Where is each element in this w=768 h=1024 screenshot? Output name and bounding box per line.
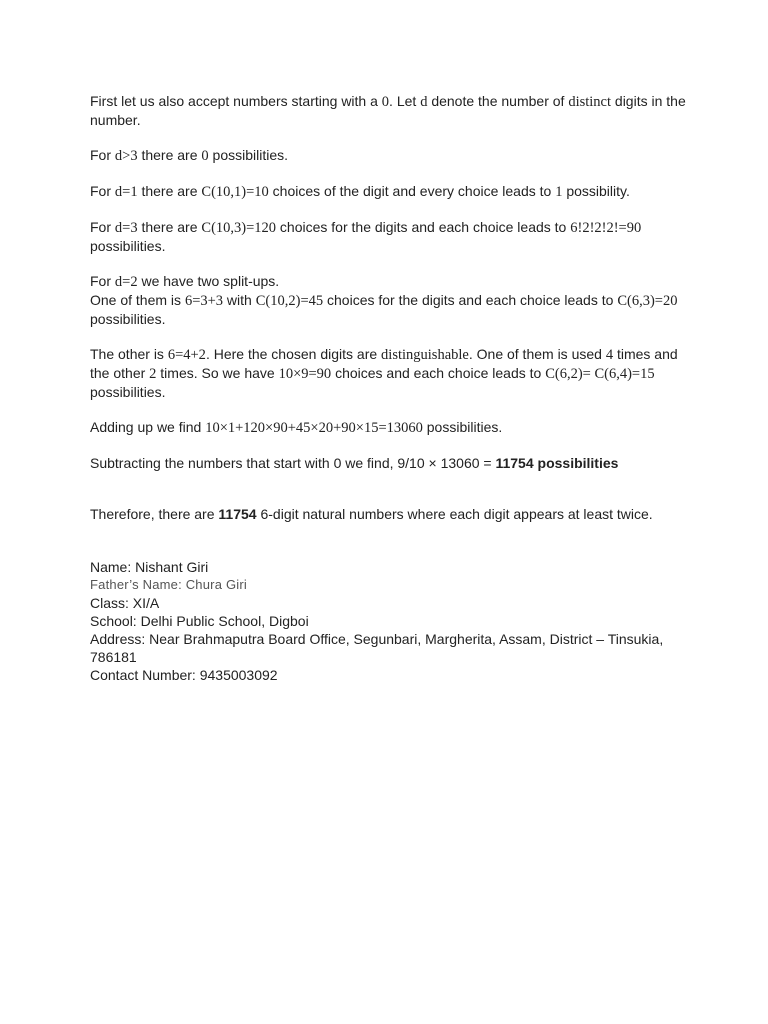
paragraph-d-equals-1 bbox=[90, 182, 690, 201]
math-run: 10×9=90 bbox=[278, 366, 332, 382]
math-run: C(10,2)=45 bbox=[255, 293, 324, 309]
math-run: C(6,2)= C(6,4)=15 bbox=[545, 366, 655, 382]
math-run: 6=4+2 bbox=[167, 347, 206, 363]
text-run: . One of them is used bbox=[468, 346, 606, 362]
math-run: 1 bbox=[555, 184, 563, 200]
math-run: d=2 bbox=[114, 274, 138, 290]
math-run: 6!2!2!2!=90 bbox=[570, 220, 642, 236]
text-run: Adding up we find bbox=[90, 419, 206, 435]
student-name: Name: Nishant Giri bbox=[90, 559, 209, 575]
text-run: possibility. bbox=[562, 183, 630, 199]
math-run: 6=3+3 bbox=[184, 293, 224, 309]
math-run: C(6,3)=20 bbox=[617, 293, 678, 309]
math-run: 0 bbox=[201, 148, 209, 164]
math-run: C(10,3)=120 bbox=[201, 220, 277, 236]
text-run: choices and each choice leads to bbox=[331, 365, 546, 381]
father-name: Father’s Name: Chura Giri bbox=[90, 577, 247, 592]
paragraph-other-split bbox=[90, 345, 690, 401]
text-run: For bbox=[90, 147, 115, 163]
text-run: choices for the digits and each choice leads to bbox=[276, 219, 571, 235]
text-run: times. So we have bbox=[156, 365, 279, 381]
paragraph-subtract bbox=[90, 454, 690, 472]
text-run: times and the other bbox=[90, 346, 678, 381]
text-run: The other is bbox=[90, 346, 168, 362]
math-run: distinguishable bbox=[381, 347, 469, 363]
text-run: with bbox=[223, 292, 256, 308]
text-run: choices for the digits and each choice leads to bbox=[323, 292, 618, 308]
paragraph-conclusion bbox=[90, 505, 690, 523]
math-run: d bbox=[420, 94, 428, 110]
student-class: Class: XI/A bbox=[90, 595, 160, 611]
paragraph-intro bbox=[90, 92, 690, 129]
math-run: distinct bbox=[568, 94, 612, 110]
math-run: 2 bbox=[149, 366, 157, 382]
text-run: denote the number of bbox=[427, 93, 569, 109]
text-run: possibilities. bbox=[422, 419, 503, 435]
student-address: Address: Near Brahmaputra Board Office, Segunbari, Margherita, Assam, District – Tinsukia, 786181 bbox=[90, 631, 664, 665]
bold-run: 11754 bbox=[218, 506, 257, 522]
text-run: First let us also accept numbers starting with a bbox=[90, 93, 382, 109]
math-run: d=1 bbox=[114, 184, 138, 200]
paragraph-d-equals-2 bbox=[90, 272, 690, 328]
text-run: possibilities. bbox=[90, 311, 166, 327]
text-run: we have two split-ups. bbox=[137, 273, 280, 289]
student-details bbox=[90, 558, 690, 684]
text-run: there are bbox=[137, 183, 202, 199]
text-run: choices of the digit and every choice leads to bbox=[268, 183, 556, 199]
text-run: Subtracting the numbers that start with 0 we find, 9/10 × 13060 = bbox=[90, 455, 496, 471]
text-run: For bbox=[90, 183, 115, 199]
math-run: 0 bbox=[381, 94, 390, 110]
math-run: d>3 bbox=[114, 148, 138, 164]
text-run: there are bbox=[137, 147, 202, 163]
text-run: possibilities. bbox=[90, 384, 166, 400]
paragraph-d-equals-3 bbox=[90, 218, 690, 255]
document-body bbox=[90, 92, 690, 684]
math-run: C(10,1)=10 bbox=[201, 184, 269, 200]
text-run: 6-digit natural numbers where each digit appears at least twice. bbox=[256, 506, 653, 522]
text-run: For bbox=[90, 219, 115, 235]
text-run: possibilities. bbox=[208, 147, 289, 163]
text-run: there are bbox=[137, 219, 202, 235]
text-run: One of them is bbox=[90, 292, 185, 308]
math-run: 4 bbox=[605, 347, 614, 363]
student-school: School: Delhi Public School, Digboi bbox=[90, 613, 309, 629]
contact-number: Contact Number: 9435003092 bbox=[90, 667, 278, 683]
math-run: d=3 bbox=[114, 220, 138, 236]
math-run: 10×1+120×90+45×20+90×15=13060 bbox=[205, 420, 423, 436]
paragraph-sum bbox=[90, 418, 690, 437]
text-run: For bbox=[90, 273, 115, 289]
text-run: . Here the chosen digits are bbox=[205, 346, 382, 362]
text-run: digits in the number. bbox=[90, 93, 686, 128]
text-run: possibilities. bbox=[90, 238, 166, 254]
paragraph-d-greater-3 bbox=[90, 146, 690, 165]
text-run: . Let bbox=[389, 93, 421, 109]
bold-run: 11754 possibilities bbox=[495, 455, 619, 471]
text-run: Therefore, there are bbox=[90, 506, 219, 522]
